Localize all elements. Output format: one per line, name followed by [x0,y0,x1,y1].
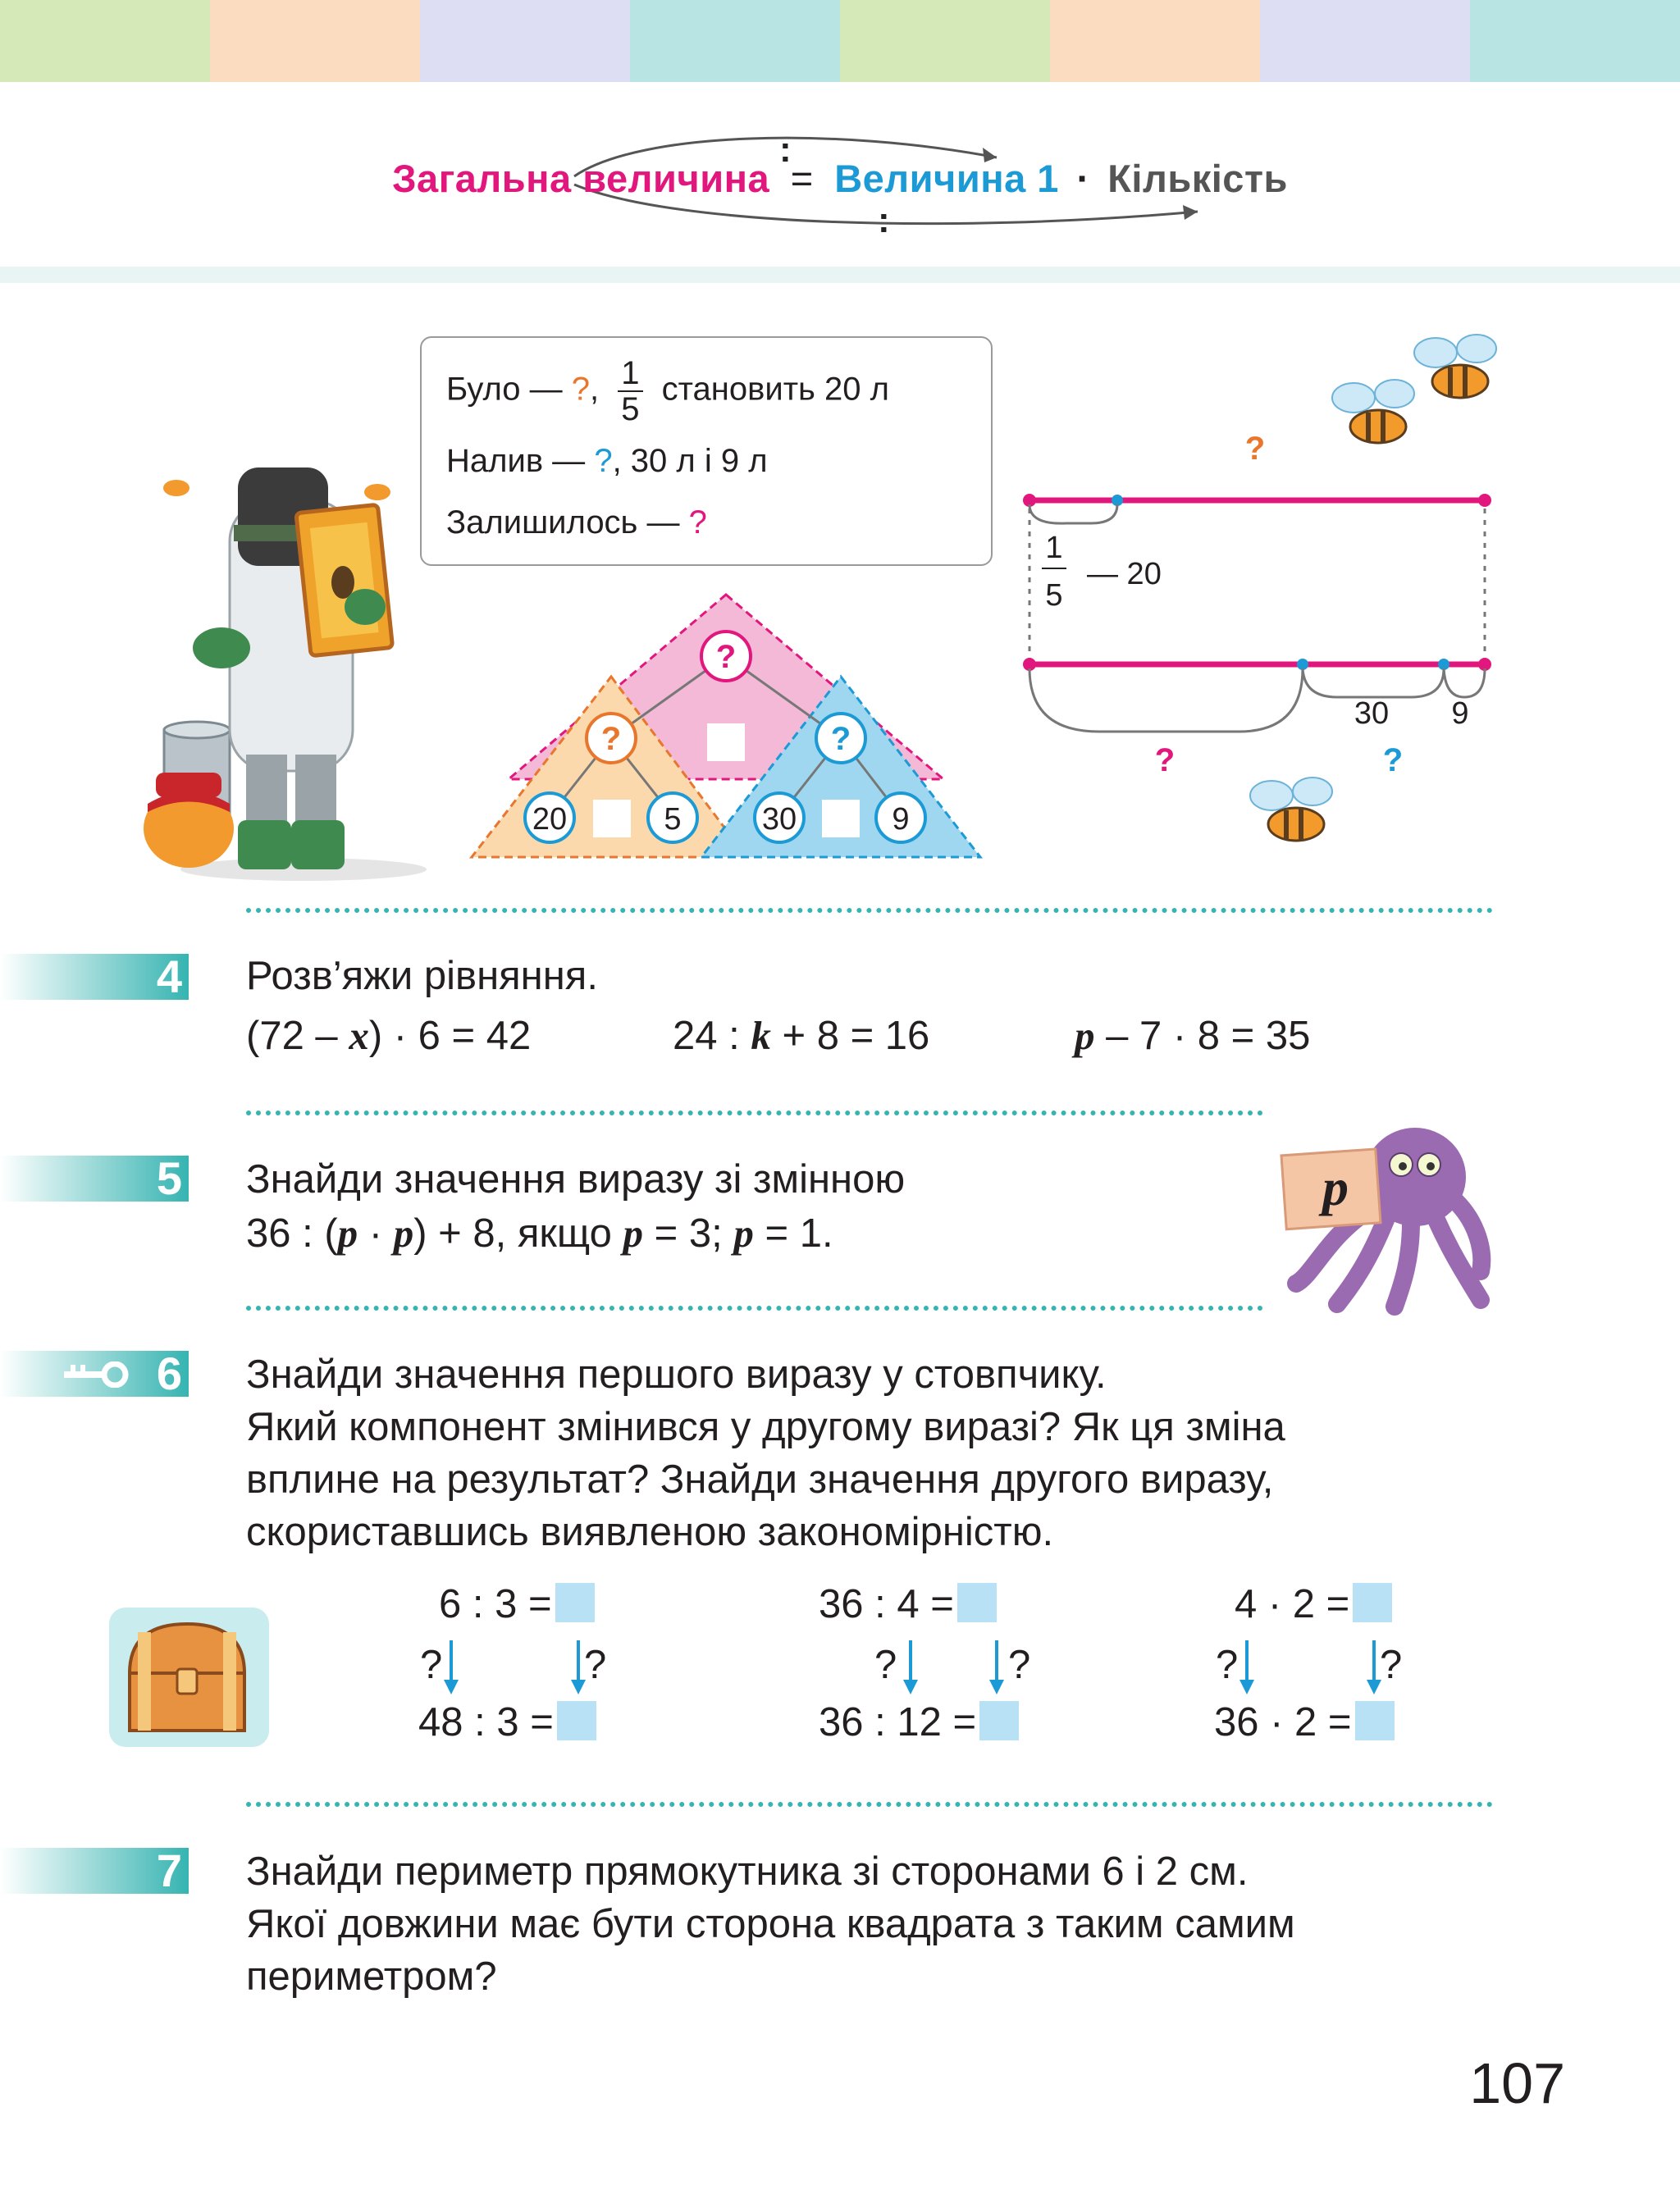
variable-p: p [393,1211,414,1256]
triangle-top-question: ? [715,639,737,675]
task-number: 7 [156,1845,182,1896]
stripe [840,0,1050,82]
equation-part: (72 – [246,1014,338,1058]
equation-1 [246,1012,531,1059]
variable-p: p [337,1211,358,1256]
segment-left-question: ? [1154,742,1176,778]
task4-instruction: Розв’яжи рівняння. [246,954,598,998]
segment-diagram [1017,426,1509,787]
column-2-bottom [819,1699,1019,1745]
variable-x: x [349,1013,369,1058]
expression: 36 : 12 = [819,1700,977,1745]
condition-poured-label: Налив — [446,443,586,479]
expression: 36 · 2 = [1214,1700,1352,1745]
triangle-value: 20 [532,802,568,837]
variable-p: p [623,1211,643,1256]
triangle-left-question: ? [600,721,622,757]
task-number: 6 [156,1348,182,1399]
expression: 6 : 3 = [439,1582,552,1626]
task6-line-1: Знайди значення першого виразу у стовпчику. [246,1352,1107,1397]
task4-equations [246,1012,1477,1065]
task-number: 4 [156,951,182,1002]
variable-k: k [751,1013,771,1058]
task7-line-1: Знайди периметр прямокутника зі сторонами 6 і 2 см. [246,1849,1249,1894]
stripe [0,0,210,82]
condition-part-value: становить 20 л [661,371,889,408]
question-mark: ? [571,371,591,408]
expression-part: = 3; [654,1211,723,1256]
dotted-separator [246,1802,1493,1807]
beekeeper-illustration [139,443,435,886]
fraction-denominator: 5 [621,391,640,427]
stripe [1050,0,1260,82]
variable-p: p [1322,1158,1349,1216]
bee-illustration [1329,377,1419,451]
answer-box[interactable] [555,1583,595,1622]
expression-part: 36 : ( [246,1211,338,1256]
condition-line-1 [446,356,889,426]
dotted-separator [246,1306,1263,1311]
expression-part: · [358,1211,394,1256]
condition-line-3 [446,504,707,541]
segment-fraction-value: — 20 [1087,557,1162,591]
arrow-question: ? [874,1643,897,1687]
triangle-right-question: ? [830,721,851,757]
variable-p: p [1075,1013,1095,1058]
answer-box[interactable] [557,1701,596,1740]
fraction-numerator: 1 [618,356,642,392]
arrow-question: ? [1008,1643,1031,1687]
segment-right-question: ? [1382,742,1404,778]
question-mark: ? [594,443,613,479]
triangle-scheme [468,591,993,861]
answer-box[interactable] [1353,1583,1392,1622]
formula [0,156,1680,201]
stripe [210,0,420,82]
stripe [630,0,840,82]
answer-box[interactable] [957,1583,997,1622]
formula-value1: Величина 1 [834,157,1059,200]
formula-dot: · [1076,157,1090,200]
expression: 4 · 2 = [1235,1582,1350,1626]
dotted-separator [246,908,1493,913]
task5-line-2 [246,1207,833,1260]
bee-illustration [1247,775,1337,849]
task7-line-3: периметром? [246,1954,497,1999]
equation-part: – 7 · 8 = 35 [1106,1014,1311,1058]
stripe [1260,0,1470,82]
formula-total: Загальна величина [392,157,770,200]
task5-line-1: Знайди значення виразу зі змінною [246,1157,906,1202]
variable-card-letter [1322,1156,1349,1218]
octopus-illustration [1280,1120,1493,1316]
arrow-question: ? [1380,1643,1403,1687]
arrow-question: ? [1216,1643,1239,1687]
fraction-one-fifth [618,356,642,426]
segment-value: 30 [1354,696,1390,731]
column-1-top [439,1581,595,1627]
formula-div-bottom: : [878,200,890,240]
condition-poured-values: , 30 л і 9 л [612,443,768,479]
triangle-value: 5 [664,802,682,837]
expression: 36 : 4 = [819,1582,954,1626]
answer-box[interactable] [1355,1701,1395,1740]
page-number: 107 [1469,2051,1565,2115]
dotted-separator [246,1111,1263,1115]
answer-box[interactable] [979,1701,1019,1740]
column-1-bottom [418,1699,596,1745]
formula-divider [0,267,1680,283]
equation-3 [1075,1012,1310,1059]
equation-part: 24 : [673,1014,740,1058]
segment-fraction-numerator: 1 [1045,531,1063,565]
equation-2 [673,1012,929,1059]
column-3-top [1235,1581,1392,1627]
segment-value: 9 [1451,696,1469,731]
comma: , [590,371,600,408]
arrow-question: ? [420,1643,443,1687]
formula-div-top: : [779,130,792,170]
task6-columns [0,1581,1680,1754]
segment-fraction-denominator: 5 [1045,578,1063,613]
task6-line-3: вплине на результат? Знайди значення другого виразу, [246,1457,1274,1502]
condition-line-2 [446,443,768,480]
expression: 48 : 3 = [418,1700,554,1745]
equation-part: + 8 = 16 [782,1014,930,1058]
triangle-value: 30 [761,802,797,837]
variable-p: p [733,1211,754,1256]
bee-illustration [1411,332,1501,406]
column-2-top [819,1581,997,1627]
formula-equals: = [790,157,814,200]
triangle-value: 9 [892,802,910,837]
stripe [1470,0,1680,82]
segment-total-question: ? [1244,431,1266,467]
stripe [420,0,630,82]
condition-box [420,336,993,566]
task6-line-2: Який компонент змінився у другому виразі? Як ця зміна [246,1405,1285,1449]
question-mark: ? [688,504,707,540]
expression-part: ) + 8, якщо [413,1211,612,1256]
task6-line-4: скориставшись виявленою закономірністю. [246,1510,1054,1554]
column-3-bottom [1214,1699,1395,1745]
header-color-stripes [0,0,1680,82]
key-icon [64,1361,131,1388]
arrow-question: ? [584,1643,607,1687]
condition-left-label: Залишилось — [446,504,680,540]
task7-line-2: Якої довжини має бути сторона квадрата з таким самим [246,1902,1295,1946]
task-number: 5 [156,1152,182,1204]
condition-had-label: Було — [446,371,563,408]
equation-part: ) · 6 = 42 [368,1014,532,1058]
formula-quantity: Кількість [1107,157,1288,200]
expression-part: = 1. [765,1211,833,1256]
